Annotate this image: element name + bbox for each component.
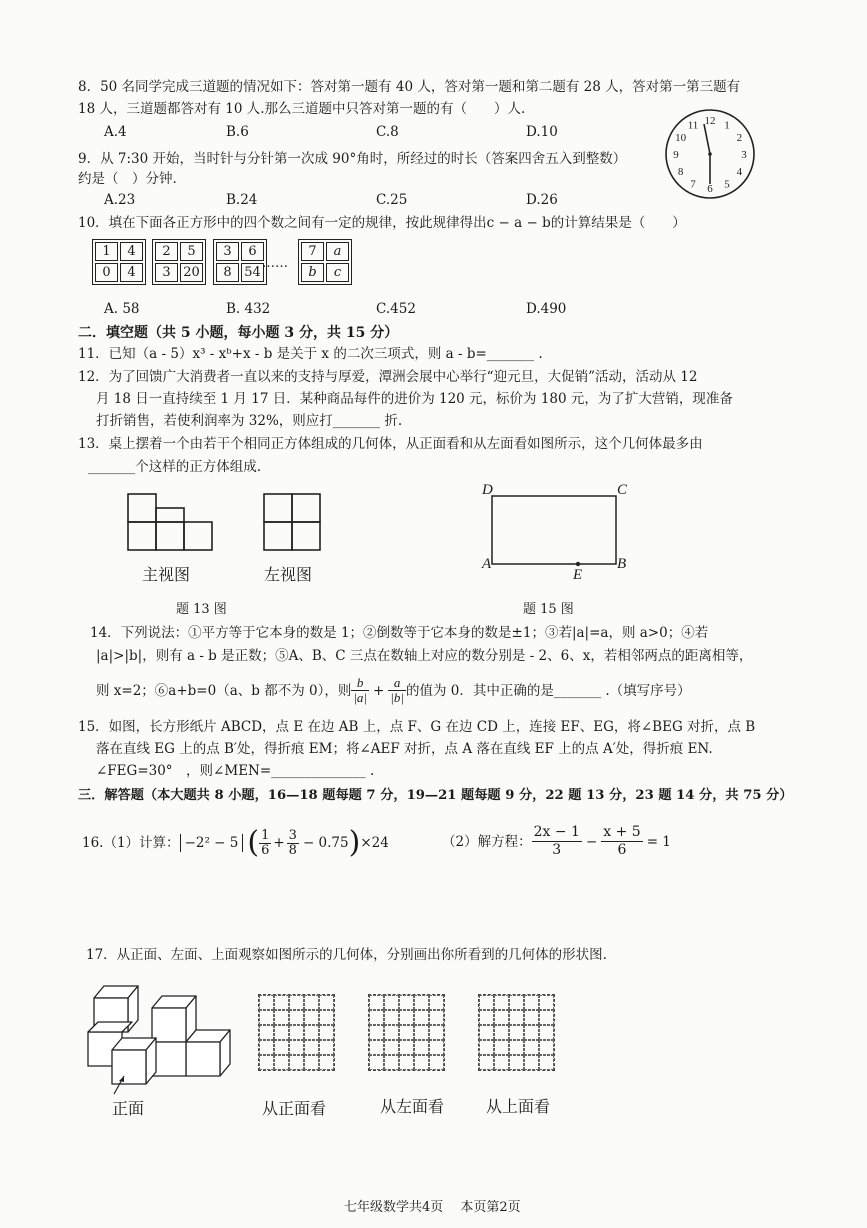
- grid-cell: [494, 1040, 509, 1055]
- q17-front-label: 正面: [112, 1099, 145, 1118]
- clock-number: 9: [673, 149, 679, 161]
- q16-minus-sign: −: [585, 833, 598, 850]
- grid-cell: [369, 995, 384, 1010]
- page-footer: 七年级数学共4页 本页第2页: [344, 1200, 521, 1215]
- grid-cell: [509, 1055, 524, 1070]
- grid-cell: [369, 1040, 384, 1055]
- q17-answer-grid[interactable]: [368, 994, 445, 1071]
- q13-left-view: [262, 492, 326, 552]
- fig15-label-b: B: [617, 556, 627, 572]
- q16-abs-expression: −2² − 5: [180, 834, 244, 852]
- clock-number: 3: [741, 149, 747, 161]
- grid-cell: [399, 1010, 414, 1025]
- q17-grid-label-left: 从左面看: [380, 1097, 445, 1116]
- fig15-caption: 题 15 图: [523, 602, 574, 617]
- q13-front-label: 主视图: [142, 565, 191, 584]
- grid-cell: [414, 995, 429, 1010]
- q10-square-cell: 0: [95, 263, 118, 282]
- grid-cell: [429, 1055, 444, 1070]
- grid-cell: [494, 1025, 509, 1040]
- grid-cell: [274, 1055, 289, 1070]
- q16-frac-a-den: 6: [261, 842, 270, 858]
- q17-answer-grid[interactable]: [478, 994, 555, 1071]
- q13-line1: 13．桌上摆着一个由若干个相同正方体组成的几何体，从正面看和从左面看如图所示，这个几何体最多由: [78, 436, 703, 452]
- q16-part1-label: 16.（1）计算：: [82, 835, 180, 851]
- clock-number: 6: [707, 183, 713, 195]
- q10-square: [152, 239, 206, 285]
- grid-cell: [384, 995, 399, 1010]
- grid-cell: [479, 995, 494, 1010]
- q16-eq-end: = 1: [646, 833, 671, 850]
- grid-cell: [304, 1010, 319, 1025]
- grid-cell: [539, 1040, 554, 1055]
- grid-cell: [259, 1040, 274, 1055]
- grid-cell: [319, 1055, 334, 1070]
- q8-line1: 8．50 名同学完成三道题的情况如下：答对第一题有 40 人，答对第一题和第二题有 28 人，答对第一第三题有: [78, 79, 741, 95]
- q9-option-b: B.24: [226, 192, 258, 208]
- q8-option-d: D.10: [526, 124, 558, 140]
- grid-cell: [399, 1025, 414, 1040]
- q10-square-cell: 4: [120, 242, 143, 261]
- q14-line3: [96, 676, 691, 705]
- grid-cell: [259, 1010, 274, 1025]
- q8-option-a: A.4: [104, 124, 127, 140]
- grid-cell: [494, 1055, 509, 1070]
- grid-cell: [509, 1010, 524, 1025]
- q9-option-c: C.25: [376, 192, 408, 208]
- q10-option-d: D.490: [526, 301, 567, 317]
- q13-front-view: [126, 492, 226, 552]
- q11-text: 11．已知（a - 5）x³ - xᵇ+x - b 是关于 x 的二次三项式，则 a - b=_______ .: [78, 346, 543, 362]
- q16-eq-f1-num: 2x − 1: [533, 824, 580, 840]
- grid-cell: [524, 995, 539, 1010]
- q10-square: [92, 239, 146, 285]
- q9-option-a: A.23: [104, 192, 136, 208]
- clock-number: 10: [675, 132, 687, 144]
- q10-square-cell: 2: [155, 242, 178, 261]
- grid-cell: [369, 1010, 384, 1025]
- grid-cell: [414, 1040, 429, 1055]
- q16-expr-mid: − 0.75: [302, 835, 349, 851]
- clock-figure: [662, 106, 758, 202]
- grid-cell: [384, 1025, 399, 1040]
- q14-frac2-num: a: [388, 676, 406, 691]
- grid-cell: [289, 995, 304, 1010]
- q17-grid-label-front: 从正面看: [262, 1099, 327, 1118]
- q16-fraction-3-8: [287, 829, 299, 858]
- fig15-label-e: E: [573, 567, 583, 583]
- grid-cell: [479, 1055, 494, 1070]
- grid-cell: [289, 1010, 304, 1025]
- grid-cell: [384, 1010, 399, 1025]
- fig15-label-a: A: [482, 556, 492, 572]
- grid-cell: [414, 1055, 429, 1070]
- q15-line2: 落在直线 EG 上的点 B′处，得折痕 EM；将∠AEF 对折，点 A 落在直线 EF 上的点 A′处，得折痕 EN.: [96, 741, 713, 757]
- q16-plus-sign: +: [273, 835, 285, 851]
- grid-cell: [414, 1010, 429, 1025]
- q12-line3: 打折销售，若使利润率为 32%，则应打_______ 折.: [96, 413, 403, 429]
- q10-ellipsis: ……: [262, 256, 288, 271]
- grid-cell: [524, 1010, 539, 1025]
- q9-line2: 约是（ ）分钟.: [78, 171, 177, 187]
- grid-cell: [319, 1010, 334, 1025]
- q16-fraction-1-6: [259, 829, 271, 858]
- grid-cell: [289, 1025, 304, 1040]
- q14-line3-post: 的值为 0．其中正确的是_______ .（填写序号）: [405, 682, 691, 699]
- grid-cell: [259, 1025, 274, 1040]
- grid-cell: [369, 1055, 384, 1070]
- grid-cell: [509, 995, 524, 1010]
- q14-frac1-num: b: [351, 676, 369, 691]
- q10-square-cell: c: [326, 263, 349, 282]
- grid-cell: [524, 1040, 539, 1055]
- grid-cell: [304, 1055, 319, 1070]
- grid-cell: [319, 1040, 334, 1055]
- q10-option-c: C.452: [376, 301, 416, 317]
- q10-square-cell: 3: [216, 242, 239, 261]
- q13-caption: 题 13 图: [176, 602, 227, 617]
- grid-cell: [304, 1025, 319, 1040]
- grid-cell: [274, 1025, 289, 1040]
- grid-cell: [539, 1025, 554, 1040]
- q10-square: [298, 239, 352, 285]
- fig15-label-d: D: [482, 482, 493, 498]
- grid-cell: [289, 1055, 304, 1070]
- clock-number: 8: [677, 166, 684, 178]
- grid-cell: [479, 1040, 494, 1055]
- clock-number: 12: [704, 115, 716, 127]
- grid-cell: [304, 1040, 319, 1055]
- q10-option-b: B. 432: [226, 301, 271, 317]
- grid-cell: [274, 1040, 289, 1055]
- clock-number: 11: [687, 119, 699, 132]
- q16-eq-f2-num: x + 5: [603, 824, 641, 840]
- q16-left-paren: (: [247, 825, 260, 860]
- q10-square: [213, 239, 267, 285]
- q10-square-cell: a: [326, 242, 349, 261]
- q9-option-d: D.26: [526, 192, 558, 208]
- grid-cell: [509, 1040, 524, 1055]
- q16-expr-end: ×24: [360, 835, 389, 851]
- q14-fraction-a-over-abs-b: [388, 676, 406, 705]
- grid-cell: [399, 1040, 414, 1055]
- grid-cell: [414, 1025, 429, 1040]
- q17-line1: 17．从正面、左面、上面观察如图所示的几何体，分别画出你所看到的几何体的形状图.: [86, 947, 607, 963]
- q8-option-b: B.6: [226, 124, 249, 140]
- q16-right-paren: ): [348, 825, 361, 860]
- grid-cell: [429, 1040, 444, 1055]
- grid-cell: [384, 1040, 399, 1055]
- q17-grid-label-top: 从上面看: [486, 1097, 551, 1116]
- q10-square-cell: b: [301, 263, 324, 282]
- grid-cell: [429, 1025, 444, 1040]
- grid-cell: [429, 1010, 444, 1025]
- q14-fraction-b-over-abs-a: [351, 676, 369, 705]
- q10-square-cell: 3: [155, 263, 178, 282]
- q14-line2: |a|>|b|，则有 a - b 是正数；⑤A、B、C 三点在数轴上对应的数分别是 - 2、6、x，若相邻两点的距离相等，: [96, 648, 753, 664]
- q10-option-a: A. 58: [104, 301, 140, 317]
- grid-cell: [479, 1025, 494, 1040]
- q9-line1: 9．从 7:30 开始，当时针与分针第一次成 90°角时，所经过的时长（答案四舍五入到整数）: [78, 151, 627, 167]
- grid-cell: [539, 1010, 554, 1025]
- q16-eq-f1-den: 3: [552, 842, 562, 858]
- grid-cell: [259, 995, 274, 1010]
- q16-frac-b-num: 3: [288, 827, 297, 843]
- q10-square-cell: 6: [241, 242, 264, 261]
- fig15-label-c: C: [617, 482, 628, 498]
- q14-frac1-den: |a|: [353, 690, 367, 705]
- q10-square-cell: 20: [180, 263, 203, 282]
- q10-square-cell: 54: [241, 263, 264, 282]
- clock-number: 4: [736, 166, 743, 178]
- q15-line1: 15．如图，长方形纸片 ABCD，点 E 在边 AB 上，点 F、G 在边 CD 上，连接 EF、EG，将∠BEG 对折，点 B: [78, 719, 756, 735]
- q13-left-label: 左视图: [264, 565, 313, 584]
- q10-square-cell: 5: [180, 242, 203, 261]
- q16-part1: [82, 825, 389, 860]
- q16-part2-label: （2）解方程：: [442, 833, 532, 850]
- q13-line2: _______个这样的正方体组成.: [88, 459, 262, 475]
- section-3-heading: 三．解答题（本大题共 8 小题，16—18 题每题 7 分，19—21 题每题 9 分，22 题 13 分，23 题 14 分，共 75 分）: [78, 788, 793, 803]
- grid-cell: [494, 995, 509, 1010]
- q10-square-cell: 7: [301, 242, 324, 261]
- grid-cell: [524, 1025, 539, 1040]
- clock-number: 2: [736, 132, 743, 144]
- q16-frac-b-den: 8: [288, 842, 297, 858]
- grid-cell: [319, 995, 334, 1010]
- q17-answer-grid[interactable]: [258, 994, 335, 1071]
- grid-cell: [524, 1055, 539, 1070]
- q14-plus: +: [372, 682, 385, 699]
- q12-line2: 月 18 日一直持续至 1 月 17 日．某种商品每件的进价为 120 元，标价为 180 元，为了扩大营销，现准备: [96, 391, 733, 407]
- grid-cell: [509, 1025, 524, 1040]
- q10-line1: 10．填在下面各正方形中的四个数之间有一定的规律，按此规律得出c − a − b的计算结果是（ ）: [78, 215, 686, 231]
- q14-frac2-den: |b|: [390, 690, 404, 705]
- q8-option-c: C.8: [376, 124, 399, 140]
- q16-frac-a-num: 1: [261, 827, 270, 843]
- grid-cell: [274, 1010, 289, 1025]
- grid-cell: [494, 1010, 509, 1025]
- grid-cell: [384, 1055, 399, 1070]
- q14-line3-pre: 则 x=2；⑥a+b=0（a、b 都不为 0），则: [96, 682, 352, 699]
- q16-eq-fraction-1: [532, 824, 582, 859]
- q16-eq-f2-den: 6: [617, 842, 627, 858]
- q10-square-cell: 4: [120, 263, 143, 282]
- q10-square-cell: 1: [95, 242, 118, 261]
- grid-cell: [369, 1025, 384, 1040]
- grid-cell: [399, 1055, 414, 1070]
- q12-line1: 12．为了回馈广大消费者一直以来的支持与厚爱，潭洲会展中心举行“迎元旦，大促销”活动，活动从 12: [78, 369, 698, 385]
- clock-number: 7: [690, 178, 696, 191]
- q16-eq-fraction-2: [601, 824, 642, 859]
- q10-square-cell: 8: [216, 263, 239, 282]
- grid-cell: [274, 995, 289, 1010]
- q16-part2: [442, 824, 671, 859]
- clock-number: 5: [724, 178, 730, 191]
- grid-cell: [539, 995, 554, 1010]
- q8-line2: 18 人，三道题都答对有 10 人.那么三道题中只答对第一题的有（ ）人.: [78, 101, 526, 117]
- q14-line1: 14．下列说法：①平方等于它本身的数是 1；②倒数等于它本身的数是±1；③若|a|=a，则 a>0；④若: [90, 625, 709, 641]
- grid-cell: [479, 1010, 494, 1025]
- grid-cell: [304, 995, 319, 1010]
- clock-number: 1: [724, 119, 730, 132]
- grid-cell: [539, 1055, 554, 1070]
- q15-line3: ∠FEG=30° ，则∠MEN=______________ .: [96, 763, 375, 779]
- grid-cell: [399, 995, 414, 1010]
- q17-cube-solid: [84, 978, 244, 1098]
- grid-cell: [319, 1025, 334, 1040]
- grid-cell: [259, 1055, 274, 1070]
- grid-cell: [429, 995, 444, 1010]
- grid-cell: [289, 1040, 304, 1055]
- section-2-heading: 二．填空题（共 5 小题，每小题 3 分，共 15 分）: [78, 325, 399, 341]
